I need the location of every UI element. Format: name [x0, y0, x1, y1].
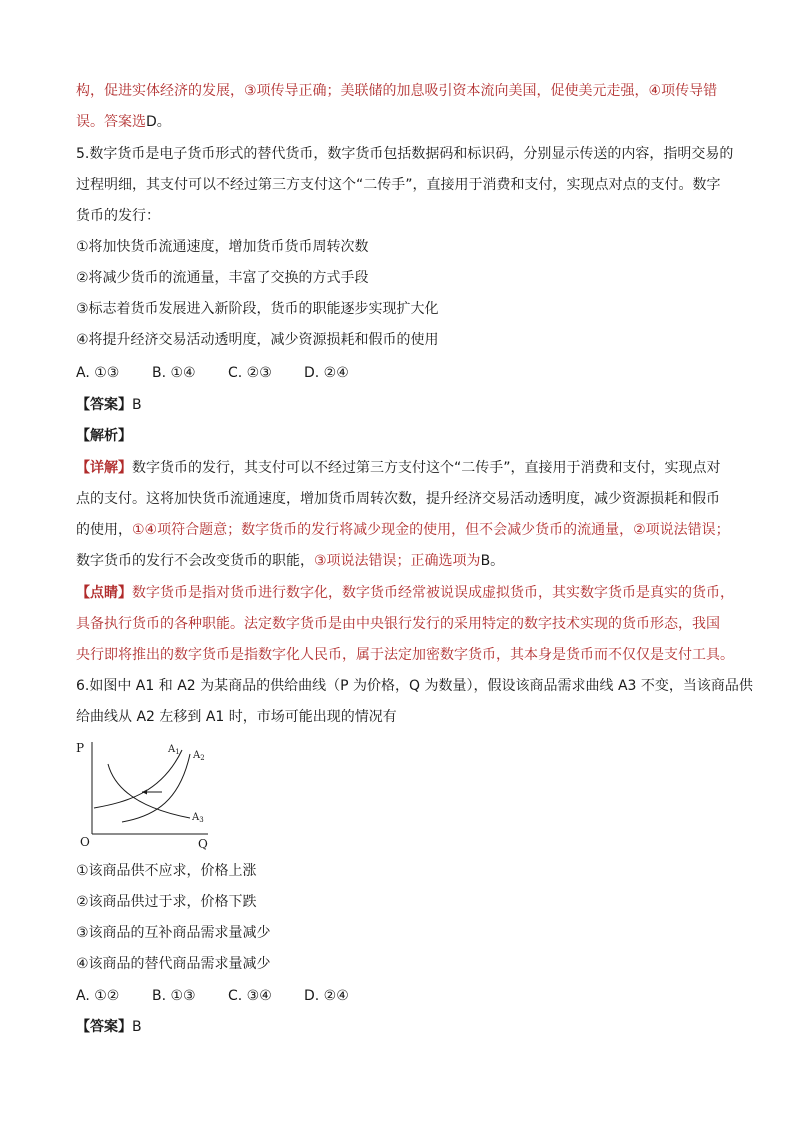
q5-tip-line-3: 央行即将推出的数字货币是指数字化人民币，属于法定加密数字货币，其本身是货币而不仅仅是支付工具。	[76, 647, 734, 663]
q5-detail-text-4c: B。	[480, 553, 505, 569]
q6-options	[76, 987, 726, 1005]
q5-detail-line-2: 点的支付。这将加快货币流通速度，增加货币周转次数，提升经济交易活动透明度，减少资源损耗和假币	[76, 491, 720, 507]
q5-tip-line-2: 具备执行货币的各种职能。法定数字货币是由中央银行发行的采用特定的数字技术实现的货币形态，我国	[76, 616, 720, 632]
origin-label: O	[80, 835, 90, 849]
shift-arrow-head	[142, 790, 147, 795]
q5-analysis-label: 【解析】	[76, 428, 132, 444]
q5-stem-line-2: 过程明细，其支付可以不经过第三方支付这个“二传手”，直接用于消费和支付，实现点对点的支付。数字	[76, 177, 721, 193]
q6-answer-label: 【答案】	[76, 1019, 132, 1035]
q5-tip-line-1	[76, 584, 734, 602]
q6-item-3: ③该商品的互补商品需求量减少	[76, 925, 271, 941]
q5-option-b: B. ①④	[152, 365, 196, 381]
a2-label: $A_2$	[193, 750, 205, 762]
q6-option-b: B. ①③	[152, 988, 196, 1004]
q5-option-a: A. ①③	[76, 365, 120, 381]
q6-stem-line-2: 给曲线从 A2 左移到 A1 时，市场可能出现的情况有	[76, 709, 397, 725]
q5-item-1: ①将加快货币流通速度，增加货币货币周转次数	[76, 239, 369, 255]
q5-item-2: ②将减少货币的流通量，丰富了交换的方式手段	[76, 270, 369, 286]
q5-detail-text-4b: ③项说法错误；正确选项为	[314, 553, 481, 569]
q6-stem-line-1: 6.如图中 A1 和 A2 为某商品的供给曲线（P 为价格，Q 为数量），假设该商品需求曲线 A3 不变，当该商品供	[76, 678, 753, 694]
q5-answer-value: B	[132, 397, 142, 413]
q5-stem-line-3: 货币的发行：	[76, 208, 160, 224]
q4-explanation-text: 误。答案选	[76, 114, 146, 130]
q5-detail-line-4	[76, 552, 726, 570]
demand-curve-a3	[108, 764, 190, 818]
q5-option-c: C. ②③	[228, 365, 272, 381]
q5-detail-label: 【详解】	[76, 460, 132, 476]
q5-options	[76, 364, 726, 382]
supply-demand-diagram	[76, 738, 216, 850]
q5-item-4: ④将提升经济交易活动透明度，减少资源损耗和假币的使用	[76, 332, 439, 348]
q5-detail-text-3c: ②项说法错误；	[633, 522, 730, 538]
q6-answer-value: B	[132, 1019, 142, 1035]
q6-option-c: C. ③④	[228, 988, 272, 1004]
q6-item-1: ①该商品供不应求，价格上涨	[76, 863, 257, 879]
a3-label: $A_3$	[192, 812, 204, 824]
q5-answer-label: 【答案】	[76, 397, 132, 413]
q6-item-4: ④该商品的替代商品需求量减少	[76, 956, 271, 972]
q4-explanation-line-1: 构，促进实体经济的发展，③项传导正确；美联储的加息吸引资本流向美国，促使美元走强，④项传导错	[76, 83, 718, 99]
q5-detail-line-3	[76, 521, 730, 539]
q5-item-3: ③标志着货币发展进入新阶段，货币的职能逐步实现扩大化	[76, 301, 439, 317]
q4-answer-letter: D。	[146, 114, 171, 130]
q5-detail-text-3a: 的使用，	[76, 522, 132, 538]
q5-option-d: D. ②④	[304, 365, 349, 381]
q6-option-a: A. ①②	[76, 988, 120, 1004]
q5-detail-text-3b: ①④项符合题意；数字货币的发行将减少现金的使用，但不会减少货币的流通量，	[132, 522, 634, 538]
a1-label: $A_1$	[168, 744, 180, 756]
q5-detail-text-1: 数字货币的发行，其支付可以不经过第三方支付这个“二传手”，直接用于消费和支付，实现点对	[132, 460, 721, 476]
q6-option-d: D. ②④	[304, 988, 349, 1004]
p-axis-label: P	[76, 741, 85, 755]
q-axis-label: Q	[198, 837, 208, 850]
q4-explanation-line-2	[76, 113, 726, 131]
q5-stem-line-1: 5.数字货币是电子货币形式的替代货币，数字货币包括数据码和标识码，分别显示传送的内容，指明交易的	[76, 146, 734, 162]
q5-detail-line-1	[76, 459, 726, 477]
supply-curve-a2	[122, 754, 190, 822]
q5-tip-text-1: 数字货币是指对货币进行数字化，数字货币经常被说误成虚拟货币，其实数字货币是真实的货币，	[132, 585, 734, 601]
q5-detail-text-4a: 数字货币的发行不会改变货币的职能，	[76, 553, 314, 569]
q6-answer	[76, 1018, 726, 1036]
q6-item-2: ②该商品供过于求，价格下跌	[76, 894, 257, 910]
q5-answer	[76, 396, 726, 414]
q5-tip-label: 【点睛】	[76, 585, 132, 601]
